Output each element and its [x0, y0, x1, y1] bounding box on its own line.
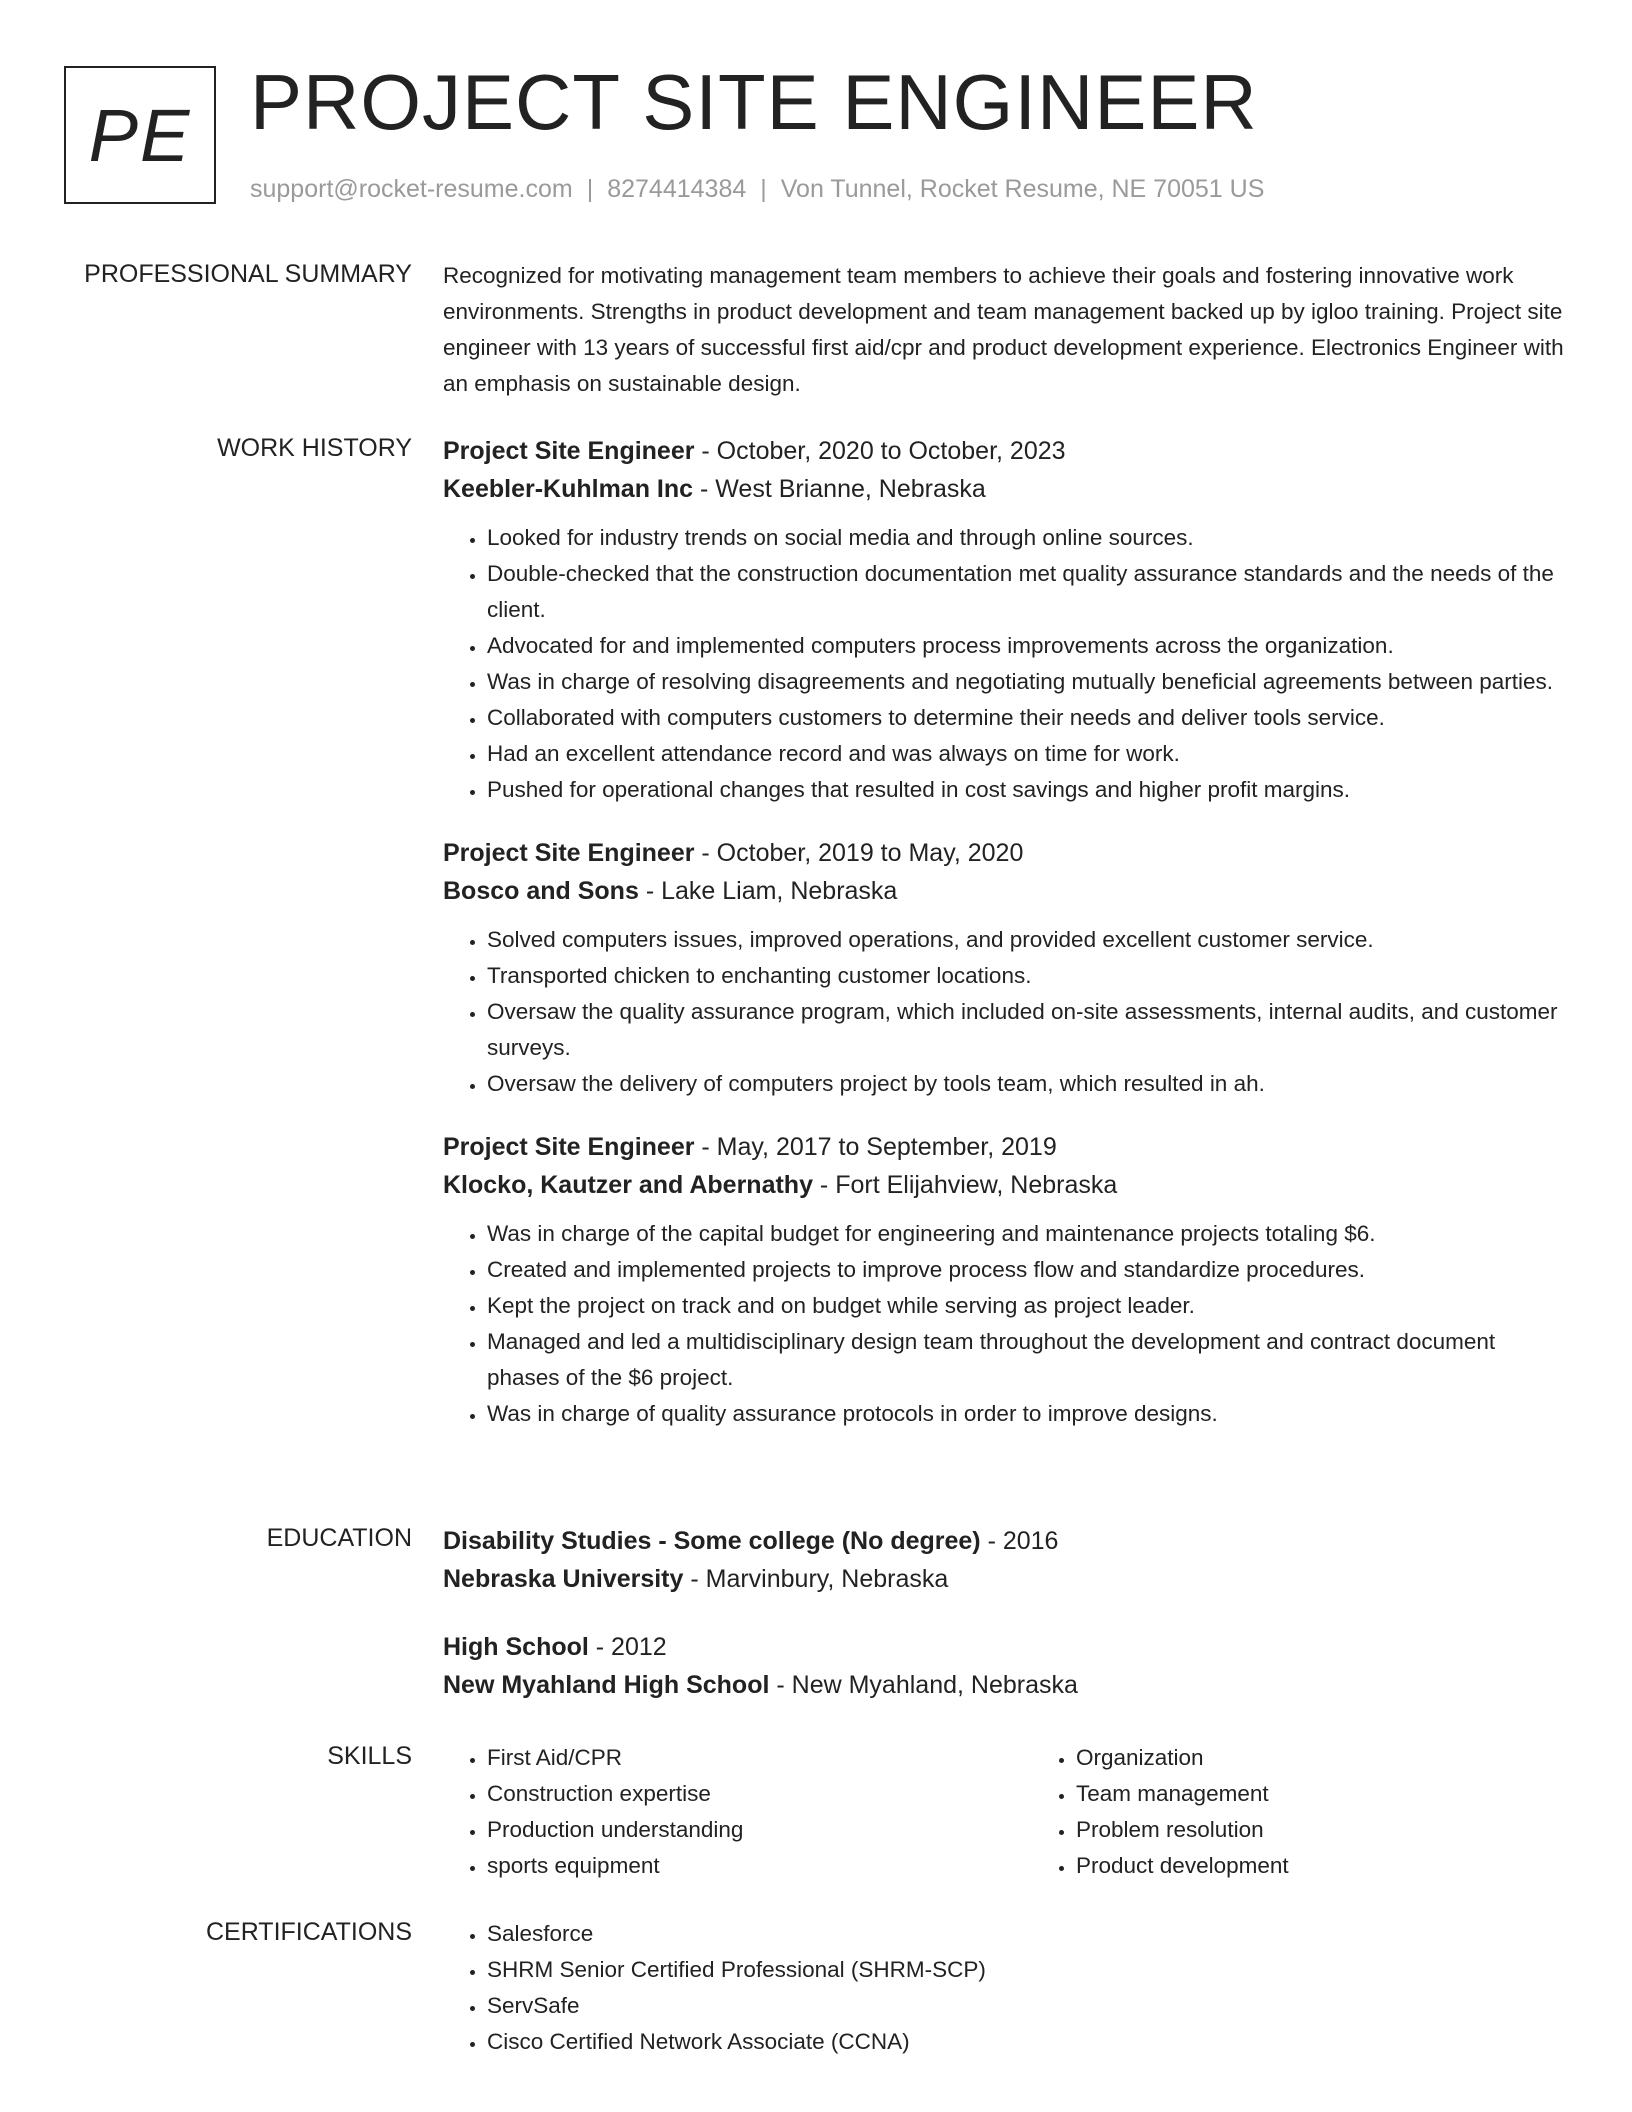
- skill-item: • Production understanding: [487, 1812, 1032, 1848]
- contact-address: Von Tunnel, Rocket Resume, NE 70051 US: [780, 175, 1265, 203]
- education-school-line: [443, 1666, 1565, 1704]
- skill-item: • Problem resolution: [1076, 1812, 1621, 1848]
- education-degree-line: [443, 1628, 1565, 1666]
- list-item: • Created and implemented projects to improve process flow and standardize procedures.: [487, 1252, 1565, 1288]
- page-title: PROJECT SITE ENGINEER: [250, 58, 1258, 146]
- job-company-line: [443, 872, 1565, 910]
- job-company-line: [443, 1166, 1565, 1204]
- education-degree: Disability Studies - Some college (No degree): [443, 1527, 981, 1555]
- monogram: PE: [64, 66, 216, 204]
- list-item: • Pushed for operational changes that resulted in cost savings and higher profit margins.: [487, 772, 1565, 808]
- job-role: Project Site Engineer: [443, 1133, 695, 1161]
- skills-columns: [443, 1740, 1565, 1884]
- section-title-skills: SKILLS: [327, 1742, 412, 1770]
- job-location: - West Brianne, Nebraska: [693, 475, 986, 503]
- contact-separator: |: [586, 175, 594, 203]
- job-entry: [443, 432, 1565, 808]
- job-company: Klocko, Kautzer and Abernathy: [443, 1171, 813, 1199]
- job-title-line: [443, 432, 1565, 470]
- certifications-list: [443, 1916, 1565, 2060]
- contact-line: [250, 174, 1264, 204]
- job-bullets: [443, 922, 1565, 1102]
- list-item: • Was in charge of resolving disagreements and negotiating mutually beneficial agreements between parties.: [487, 664, 1565, 700]
- skill-item: • First Aid/CPR: [487, 1740, 1032, 1776]
- skill-item: • sports equipment: [487, 1848, 1032, 1884]
- education-school: New Myahland High School: [443, 1671, 770, 1699]
- section-title-education: EDUCATION: [266, 1524, 412, 1552]
- job-company: Bosco and Sons: [443, 877, 639, 905]
- section-title-certifications: CERTIFICATIONS: [205, 1918, 412, 1946]
- list-item: • Collaborated with computers customers to determine their needs and deliver tools service.: [487, 700, 1565, 736]
- section-title-summary: PROFESSIONAL SUMMARY: [84, 260, 412, 288]
- education-school-line: [443, 1560, 1565, 1598]
- job-title-line: [443, 1128, 1565, 1166]
- list-item: • Was in charge of quality assurance protocols in order to improve designs.: [487, 1396, 1565, 1432]
- job-dates: - May, 2017 to September, 2019: [694, 1133, 1057, 1161]
- education-entry: [443, 1628, 1565, 1704]
- section-title-work-history: WORK HISTORY: [217, 434, 412, 462]
- certification-item: • Cisco Certified Network Associate (CCNA): [487, 2024, 1565, 2060]
- certification-item: • Salesforce: [487, 1916, 1565, 1952]
- job-entry: [443, 834, 1565, 1102]
- job-title-line: [443, 834, 1565, 872]
- certification-item: • SHRM Senior Certified Professional (SHRM-SCP): [487, 1952, 1565, 1988]
- job-role: Project Site Engineer: [443, 437, 695, 465]
- contact-phone: 8274414384: [607, 175, 747, 203]
- job-bullets: [443, 1216, 1565, 1432]
- job-bullets: [443, 520, 1565, 808]
- list-item: • Solved computers issues, improved operations, and provided excellent customer service.: [487, 922, 1565, 958]
- list-item: • Oversaw the delivery of computers project by tools team, which resulted in ah.: [487, 1066, 1565, 1102]
- list-item: • Had an excellent attendance record and was always on time for work.: [487, 736, 1565, 772]
- education-degree-line: [443, 1522, 1565, 1560]
- education-school: Nebraska University: [443, 1565, 684, 1593]
- skill-item: • Product development: [1076, 1848, 1621, 1884]
- education-degree: High School: [443, 1633, 589, 1661]
- contact-email: support@rocket-resume.com: [250, 175, 573, 203]
- certification-item: • ServSafe: [487, 1988, 1565, 2024]
- list-item: • Was in charge of the capital budget for engineering and maintenance projects totaling $6.: [487, 1216, 1565, 1252]
- job-company: Keebler-Kuhlman Inc: [443, 475, 694, 503]
- summary-text: Recognized for motivating management team members to achieve their goals and fostering innovative work environments. Strengths in product development and team management backed up by igloo training. Project site engineer with 13 years of successful first aid/cpr and product development experience. Electronics Engineer with an emphasis on sustainable design.: [443, 263, 1564, 396]
- job-dates: - October, 2019 to May, 2020: [694, 839, 1024, 867]
- list-item: • Oversaw the quality assurance program, which included on-site assessments, internal audits, and customer surveys.: [487, 994, 1565, 1066]
- list-item: • Managed and led a multidisciplinary design team throughout the development and contract document phases of the $6 project.: [487, 1324, 1565, 1396]
- job-dates: - October, 2020 to October, 2023: [694, 437, 1066, 465]
- job-location: - Fort Elijahview, Nebraska: [812, 1171, 1118, 1199]
- list-item: • Double-checked that the construction documentation met quality assurance standards and the needs of the client.: [487, 556, 1565, 628]
- education-year: - 2016: [980, 1527, 1059, 1555]
- job-company-line: [443, 470, 1565, 508]
- job-role: Project Site Engineer: [443, 839, 695, 867]
- skill-item: • Organization: [1076, 1740, 1621, 1776]
- list-item: • Advocated for and implemented computers process improvements across the organization.: [487, 628, 1565, 664]
- list-item: • Transported chicken to enchanting customer locations.: [487, 958, 1565, 994]
- skill-item: • Construction expertise: [487, 1776, 1032, 1812]
- list-item: • Looked for industry trends on social media and through online sources.: [487, 520, 1565, 556]
- education-year: - 2012: [588, 1633, 667, 1661]
- education-entry: [443, 1522, 1565, 1598]
- education-location: - Marvinbury, Nebraska: [683, 1565, 949, 1593]
- job-entry: [443, 1128, 1565, 1432]
- job-location: - Lake Liam, Nebraska: [638, 877, 898, 905]
- skills-list-left: [443, 1740, 1032, 1884]
- skill-item: • Team management: [1076, 1776, 1621, 1812]
- list-item: • Kept the project on track and on budget while serving as project leader.: [487, 1288, 1565, 1324]
- education-location: - New Myahland, Nebraska: [769, 1671, 1078, 1699]
- skills-list-right: [1032, 1740, 1621, 1884]
- contact-separator: |: [760, 175, 767, 203]
